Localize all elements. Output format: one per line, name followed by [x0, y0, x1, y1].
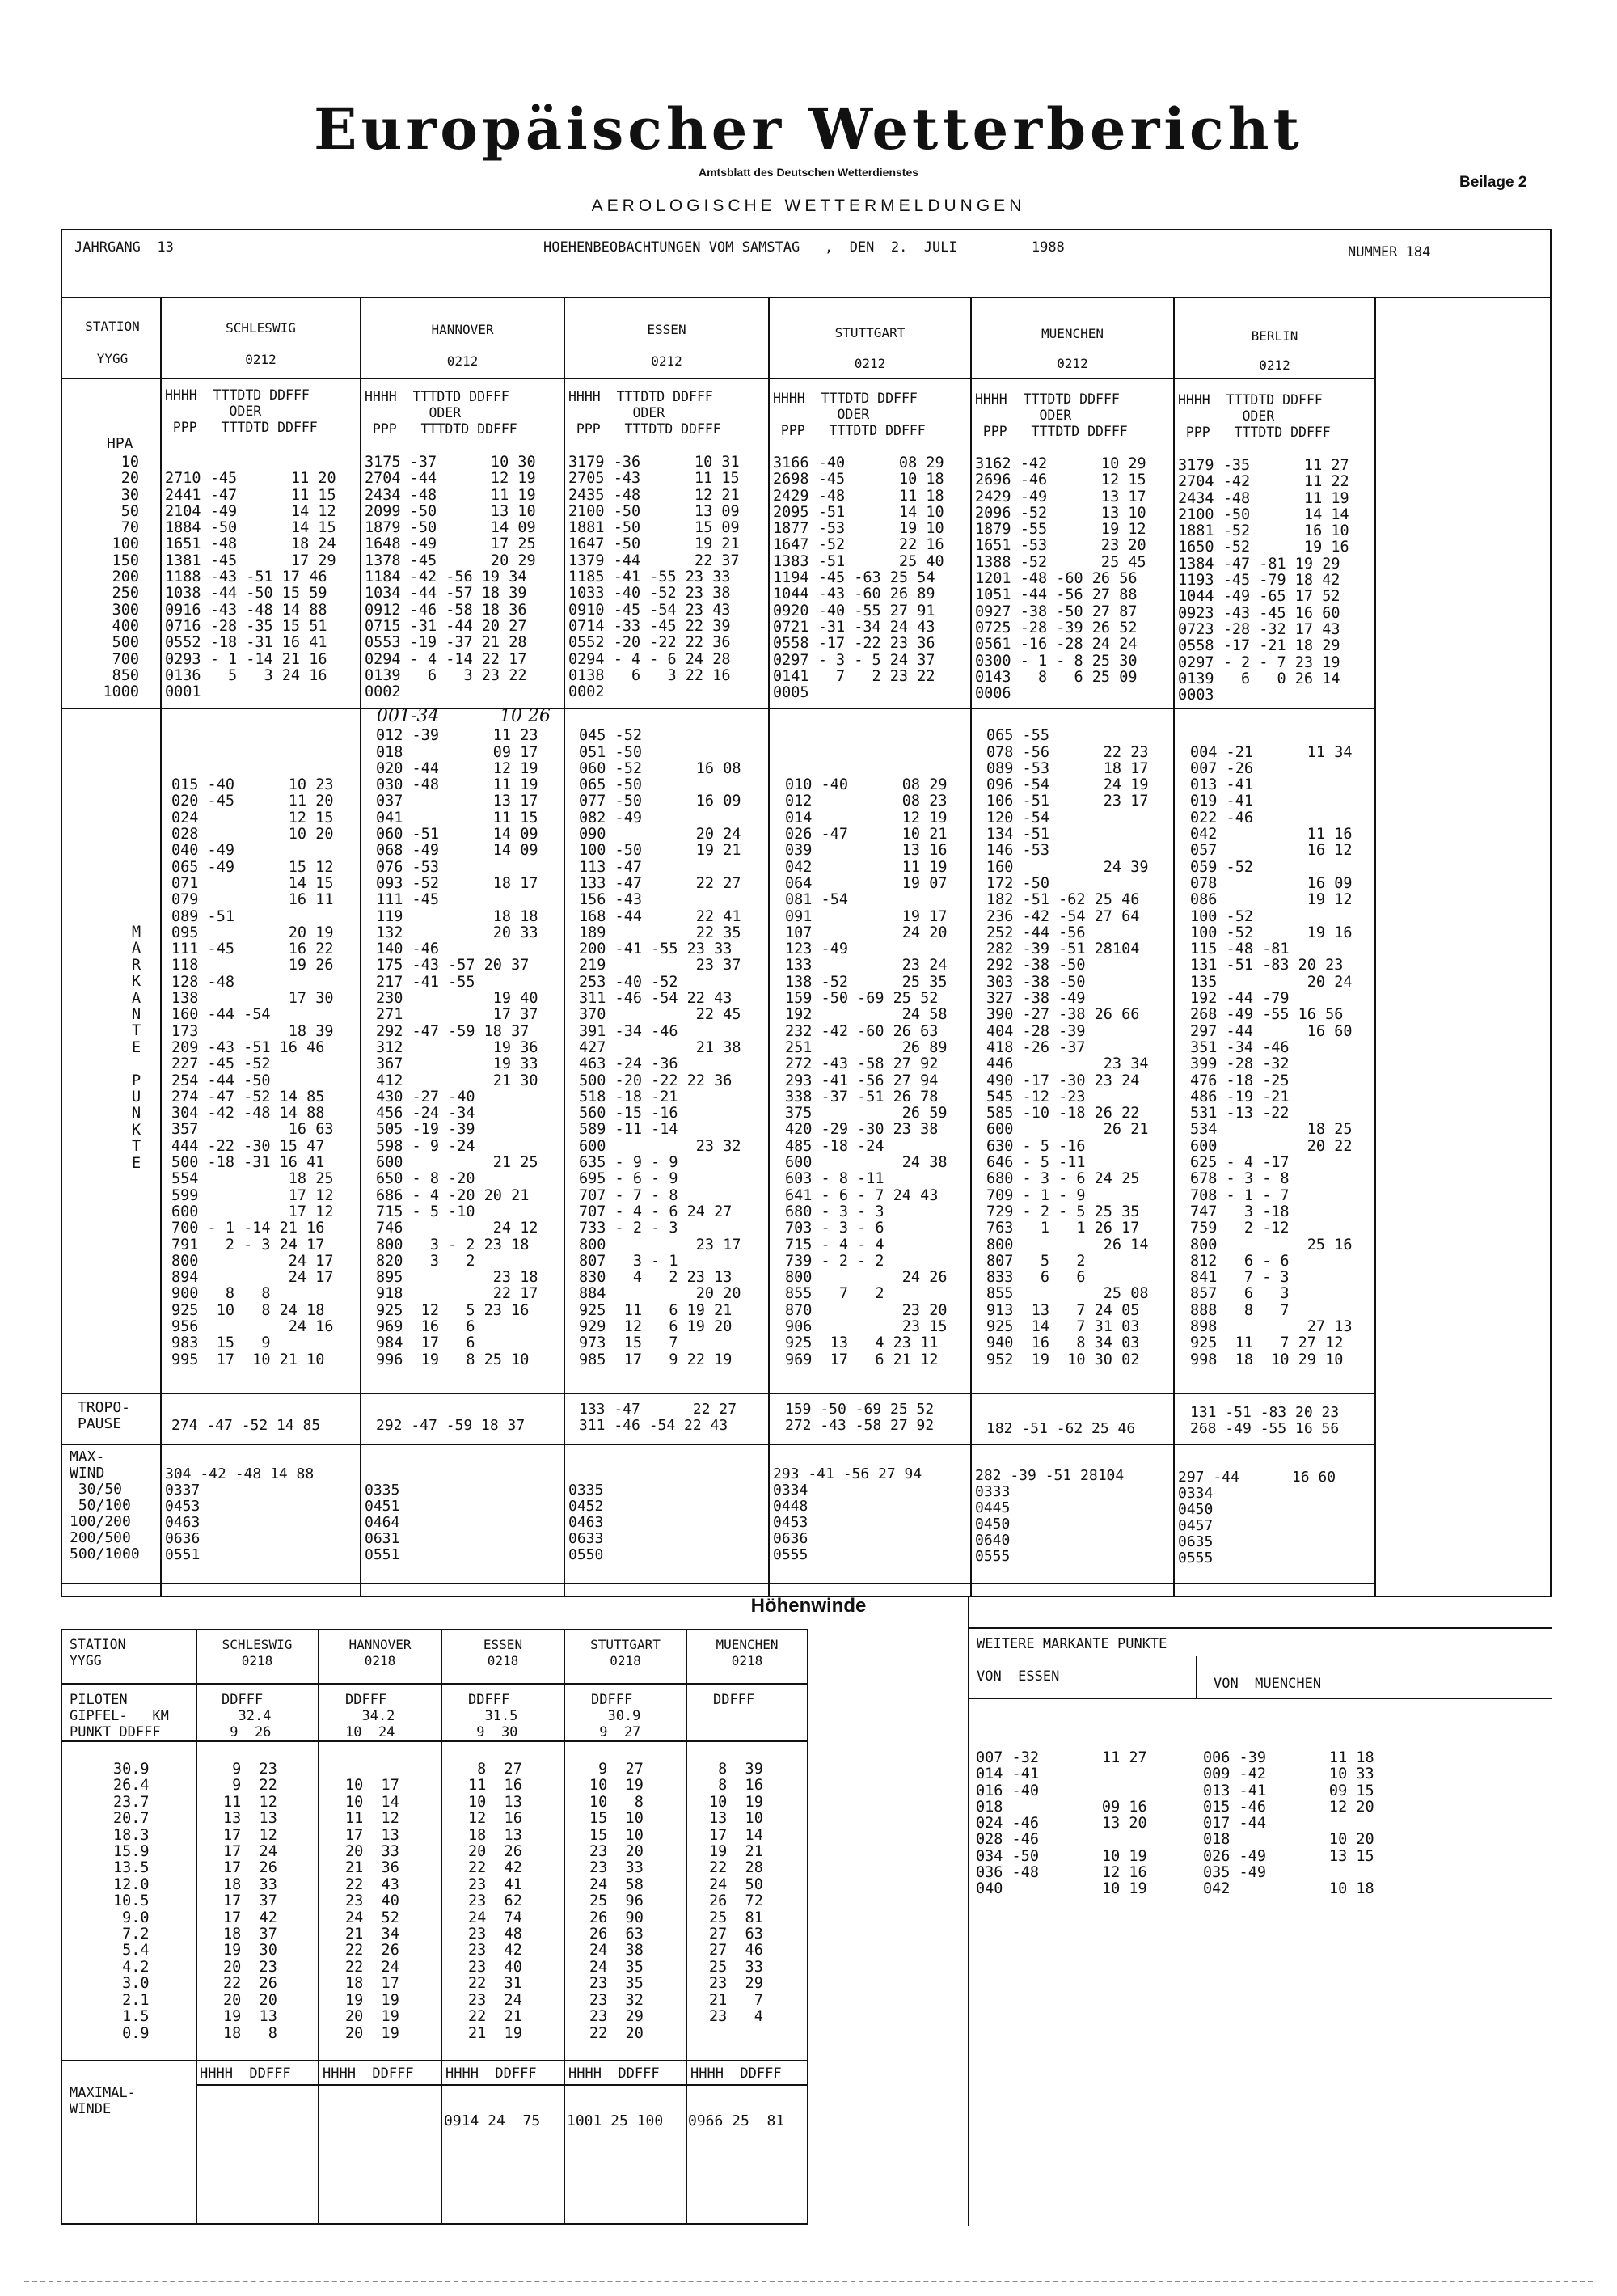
max-header: HHHH DDFFF [690, 2066, 782, 2082]
tropopause-berlin: 131 -51 -83 20 23 268 -49 -55 16 56 [1190, 1404, 1340, 1437]
tropopause-label: TROPO- PAUSE [78, 1399, 131, 1432]
col-line [160, 297, 162, 1596]
max-header: HHHH DDFFF [200, 2066, 291, 2082]
hw-col-line [686, 1629, 687, 2225]
max-header: HHHH DDFFF [323, 2066, 414, 2082]
wm-col-line [1196, 1656, 1197, 1698]
hw-frame-bottom [61, 2223, 808, 2225]
maxwind-muenchen: 282 -39 -51 28104 0333 0445 0450 0640 0555 [975, 1467, 1125, 1565]
hw-row-line [61, 1683, 808, 1685]
tropopause-hannover: 292 -47 -59 18 37 [376, 1417, 526, 1434]
row-divider [61, 708, 1374, 709]
handwritten-note: 001-34 [377, 706, 440, 726]
station-code: 0212 [1259, 357, 1290, 373]
maxwind-label: MAX- WIND 30/50 50/100 100/200 200/500 500/1000 [70, 1448, 140, 1562]
max-header: HHHH DDFFF [445, 2066, 537, 2082]
std-levels-hannover: 3175 -37 10 30 2704 -44 12 19 2434 -48 11 19 2099 -50 13 10 1879 -50 14 09 1648 -49 17 25 1378 -45 20 29 1184 -42 -56 19 34 1034 -44 -57 18 39 0912 -46 -58 18 36 0715 -31 -44 20 27 0553 -19 -37 21 28 0294 - 4 -14 22 17 0139 6 3 23 22 0002 [365, 454, 536, 701]
section-title: AEROLOGISCHE WETTERMELDUNGEN [591, 197, 1026, 215]
row-divider [61, 1444, 1374, 1445]
wm-frame-top [968, 1627, 1552, 1629]
hw-row-line [196, 2084, 808, 2086]
station-name: SCHLESWIG [226, 320, 296, 336]
tropopause-stuttgart: 159 -50 -69 25 52 272 -43 -58 27 92 [785, 1401, 935, 1434]
piloten-muenchen: DDFFF [713, 1692, 755, 1708]
hpa-label: HPA [107, 435, 133, 452]
hw-values-schleswig: 9 23 9 22 11 12 13 13 17 12 17 24 17 26 18 33 17 37 17 42 18 37 19 30 20 23 22 26 20 20 19 13 18 8 [223, 1761, 277, 2042]
piloten-hannover: DDFFF 34.2 10 24 [345, 1692, 395, 1740]
tropopause-schleswig: 274 -47 -52 14 85 [171, 1417, 321, 1434]
column-header: HHHH TTTDTD DDFFF ODER PPP TTTDTD DDFFF [1178, 392, 1331, 440]
col-line [1374, 297, 1376, 1596]
frame-right [1550, 229, 1552, 1597]
station-code: 0212 [446, 353, 479, 369]
piloten-schleswig: DDFFF 32.4 9 26 [222, 1692, 272, 1740]
hw-station-code: 0218 [610, 1653, 641, 1668]
mark-points-essen: 045 -52 051 -50 060 -52 16 08 065 -50 077 -50 16 09 082 -49 090 20 24 100 -50 19 21 113 -47 133 -47 22 27 156 -43 168 -44 22 41 189 22 35 200 -41 -55 23 33 219 23 37 253 -40 -52 311 -46 -54 22 43 370 22 45 391 -34 -46 427 21 38 463 -24 -36 500 -20 -22 22 36 518 -18 -21 560 -15 -16 589 -11 -14 600 23 32 635 - 9 - 9 695 - 6 - 9 707 - 7 - 8 707 - 4 - 6 24 27 733 - 2 - 3 800 23 17 807 3 - 1 830 4 2 23 13 884 20 20 925 11 6 19 21 929 12 6 19 20 973 15 7 985 17 9 22 19 [579, 727, 741, 1368]
handwritten-note: 10 26 [500, 706, 551, 726]
hw-frame-top [61, 1629, 808, 1630]
hw-station-name: MUENCHEN [716, 1637, 779, 1652]
column-header: HHHH TTTDTD DDFFF ODER PPP TTTDTD DDFFF [365, 389, 517, 437]
hw-station-name: STUTTGART [590, 1637, 661, 1652]
hw-col-line [196, 1629, 197, 2225]
piloten-label: PILOTEN GIPFEL- KM PUNKT DDFFF [70, 1692, 169, 1740]
pressure-levels: 10 20 30 50 70 100 150 200 250 300 400 500 700 850 1000 [103, 454, 139, 701]
mark-points-muenchen: 065 -55 078 -56 22 23 089 -53 18 17 096 -54 24 19 106 -51 23 17 120 -54 134 -51 146 -53 160 24 39 172 -50 182 -51 -62 25 46 236 -42 -54 27 64 252 -44 -56 282 -39 -51 28104 292 -38 -50 303 -38 -50 327 -38 -49 390 -27 -38 26 66 404 -28 -39 418 -26 -37 446 23 34 490 -17 -30 23 24 545 -12 -23 585 -10 -18 26 22 600 26 21 630 - 5 -16 646 - 5 -11 680 - 3 - 6 24 25 709 - 1 - 9 729 - 2 - 5 25 35 763 1 1 26 17 800 26 14 807 5 2 833 6 6 855 25 08 913 13 7 24 05 925 14 7 31 03 940 16 8 34 03 952 19 10 30 02 [986, 727, 1149, 1368]
hw-frame-left [61, 1629, 62, 2225]
maxwind-stuttgart: 293 -41 -56 27 94 0334 0448 0453 0636 0555 [773, 1465, 922, 1563]
column-header: HHHH TTTDTD DDFFF ODER PPP TTTDTD DDFFF [165, 387, 318, 435]
row-divider [61, 378, 1374, 379]
hw-station-name: HANNOVER [348, 1637, 412, 1652]
hw-values-muenchen: 8 39 8 16 10 19 13 10 17 14 19 21 22 28 24 50 26 72 25 81 27 63 27 46 25 33 23 29 21 7 23 4 [709, 1761, 763, 2026]
hw-col-line [441, 1629, 442, 2225]
tropopause-muenchen: 182 -51 -62 25 46 [986, 1420, 1136, 1437]
hw-station-code: 0218 [731, 1653, 763, 1668]
station-code: 0212 [651, 353, 682, 369]
piloten-stuttgart: DDFFF 30.9 9 27 [591, 1692, 641, 1740]
header-divider [61, 297, 1552, 298]
mark-points-hannover: 012 -39 11 23 018 09 17 020 -44 12 19 030 -48 11 19 037 13 17 041 11 15 060 -51 14 09 068 -49 14 09 076 -53 093 -52 18 17 111 -45 119 18 18 132 20 33 140 -46 175 -43 -57 20 37 217 -41 -55 230 19 40 271 17 37 292 -47 -59 18 37 312 19 36 367 19 33 412 21 30 430 -27 -40 456 -24 -34 505 -19 -39 598 - 9 -24 600 21 25 650 - 8 -20 686 - 4 -20 20 21 715 - 5 -10 746 24 12 800 3 - 2 23 18 820 3 2 895 23 18 918 22 17 925 12 5 23 16 969 16 6 984 17 6 996 19 8 25 10 [376, 727, 538, 1368]
hw-station-label: STATION YYGG [70, 1637, 126, 1668]
hw-station-name: SCHLESWIG [222, 1637, 293, 1652]
column-header: HHHH TTTDTD DDFFF ODER PPP TTTDTD DDFFF [975, 391, 1128, 439]
hw-row-line [61, 2060, 808, 2061]
hw-station-name: ESSEN [483, 1637, 523, 1652]
std-levels-essen: 3179 -36 10 31 2705 -43 11 15 2435 -48 12 21 2100 -50 13 09 1881 -50 15 09 1647 -50 19 21 1379 -44 22 37 1185 -41 -55 23 33 1033 -40 -52 23 38 0910 -45 -54 23 43 0714 -33 -45 22 39 0552 -20 -22 22 36 0294 - 4 - 6 24 28 0138 6 3 22 16 0002 [568, 454, 740, 701]
hoehenwinde-title: Höhenwinde [750, 1595, 867, 1617]
subtitle: Amtsblatt des Deutschen Wetterdienstes [698, 166, 919, 179]
weitere-essen: 007 -32 11 27 014 -41 016 -40 018 09 16 024 -46 13 20 028 -46 034 -50 10 19 036 -48 12 16 040 10 19 [976, 1749, 1147, 1898]
tropopause-essen: 133 -47 22 27 311 -46 -54 22 43 [579, 1401, 737, 1434]
mark-points-stuttgart: 010 -40 08 29 012 08 23 014 12 19 026 -47 10 21 039 13 16 042 11 19 064 19 07 081 -54 091 19 17 107 24 20 123 -49 133 23 24 138 -52 25 35 159 -50 -69 25 52 192 24 58 232 -42 -60 26 63 251 26 89 272 -43 -58 27 92 293 -41 -56 27 94 338 -37 -51 26 78 375 26 59 420 -29 -30 23 38 485 -18 -24 600 24 38 603 - 8 -11 641 - 6 - 7 24 43 680 - 3 - 3 703 - 3 - 6 715 - 4 - 4 739 - 2 - 2 800 24 26 855 7 2 870 23 20 906 23 15 925 13 4 23 11 969 17 6 21 12 [785, 776, 948, 1368]
wm-frame-left [968, 1596, 969, 2226]
std-levels-berlin: 3179 -35 11 27 2704 -42 11 22 2434 -48 11 19 2100 -50 14 14 1881 -52 16 10 1650 -52 19 16 1384 -47 -81 19 29 1193 -45 -79 18 42 1044 -49 -65 17 52 0923 -43 -45 16 60 0723 -28 -32 17 43 0558 -17 -21 18 29 0297 - 2 - 7 23 19 0139 6 0 26 14 0003 [1178, 457, 1349, 704]
weitere-muenchen: 006 -39 11 18 009 -42 10 33 013 -41 09 15 015 -46 12 20 017 -44 018 10 20 026 -49 13 15 035 -49 042 10 18 [1203, 1749, 1374, 1898]
row-divider [61, 1583, 1374, 1584]
station-name: MUENCHEN [1041, 326, 1104, 341]
weitere-title: WEITERE MARKANTE PUNKTE [977, 1636, 1167, 1652]
von-essen-label: VON ESSEN [977, 1668, 1060, 1685]
col-line [970, 297, 972, 1596]
issue-number: NUMMER 184 [1348, 244, 1431, 260]
station-label: STATION YYGG [85, 319, 140, 366]
page-edge [24, 2281, 1593, 2282]
hw-row-line [61, 1740, 808, 1742]
max-header: HHHH DDFFF [568, 2066, 660, 2082]
mark-points-berlin: 004 -21 11 34 007 -26 013 -41 019 -41 022 -46 042 11 16 057 16 12 059 -52 078 16 09 086 19 12 100 -52 100 -52 19 16 115 -48 -81 131 -51 -83 20 23 135 20 24 192 -44 -79 268 -49 -55 16 56 297 -44 16 60 351 -34 -46 399 -28 -32 476 -18 -25 486 -19 -21 531 -13 -22 534 18 25 600 20 22 625 - 4 -17 678 - 3 - 8 708 - 1 - 7 747 3 -18 759 2 -12 800 25 16 812 6 - 6 841 7 - 3 857 6 3 888 8 7 898 27 13 925 11 7 27 12 998 18 10 29 10 [1190, 743, 1353, 1368]
row-divider [61, 1393, 1374, 1394]
std-levels-stuttgart: 3166 -40 08 29 2698 -45 10 18 2429 -48 11 18 2095 -51 14 10 1877 -53 19 10 1647 -52 22 16 1383 -51 25 40 1194 -45 -63 25 54 1044 -43 -60 26 89 0920 -40 -55 27 91 0721 -31 -34 24 43 0558 -17 -22 23 36 0297 - 3 - 5 24 37 0141 7 2 23 22 0005 [773, 455, 944, 702]
col-line [1173, 297, 1175, 1596]
column-header: HHHH TTTDTD DDFFF ODER PPP TTTDTD DDFFF [568, 389, 721, 437]
col-line [564, 297, 565, 1596]
station-name: ESSEN [647, 322, 686, 337]
wm-divider [968, 1698, 1552, 1699]
beilage-label: Beilage 2 [1459, 174, 1527, 191]
station-name: HANNOVER [431, 322, 494, 337]
observation-date: HOEHENBEOBACHTUNGEN VOM SAMSTAG , DEN 2. JULI 1988 [543, 239, 1065, 256]
max-value-essen: 0914 24 75 [444, 2112, 541, 2129]
maxwind-berlin: 297 -44 16 60 0334 0450 0457 0635 0555 [1178, 1469, 1336, 1567]
hw-station-code: 0218 [241, 1653, 273, 1668]
hw-values-stuttgart: 9 27 10 19 10 8 15 10 15 10 23 20 23 33 24 58 25 96 26 90 26 63 24 38 24 35 23 35 23 32 23 29 22 20 [589, 1761, 644, 2042]
hw-station-code: 0218 [364, 1653, 396, 1668]
jahrgang: JAHRGANG 13 [74, 239, 174, 256]
std-levels-muenchen: 3162 -42 10 29 2696 -46 12 15 2429 -49 13 17 2096 -52 13 10 1879 -55 19 12 1651 -53 23 20 1388 -52 25 45 1201 -48 -60 26 56 1051 -44 -56 27 88 0927 -38 -50 27 87 0725 -28 -39 26 52 0561 -16 -28 24 24 0300 - 1 - 8 25 30 0143 8 6 25 09 0006 [975, 455, 1146, 703]
std-levels-schleswig: 2710 -45 11 20 2441 -47 11 15 2104 -49 14 12 1884 -50 14 15 1651 -48 18 24 1381 -45 17 29 1188 -43 -51 17 46 1038 -44 -50 15 59 0916 -43 -48 14 88 0716 -28 -35 15 51 0552 -18 -31 16 41 0293 - 1 -14 21 16 0136 5 3 24 16 0001 [165, 470, 336, 701]
station-code: 0212 [854, 356, 886, 371]
max-value-muenchen: 0966 25 81 [688, 2112, 785, 2129]
von-muenchen-label: VON MUENCHEN [1214, 1676, 1322, 1692]
hw-frame-right [807, 1629, 808, 2225]
hw-km-levels: 30.9 26.4 23.7 20.7 18.3 15.9 13.5 12.0 10.5 9.0 7.2 5.4 4.2 3.0 2.1 1.5 0.9 [113, 1761, 150, 2042]
maxwind-essen: 0335 0452 0463 0633 0550 [568, 1482, 604, 1563]
frame-top [61, 229, 1552, 230]
max-value-stuttgart: 1001 25 100 [567, 2112, 664, 2129]
hw-values-hannover: 10 17 10 14 11 12 17 13 20 33 21 36 22 43 23 40 24 52 21 34 22 26 22 24 18 17 19 19 20 19 20 19 [345, 1777, 399, 2042]
column-header: HHHH TTTDTD DDFFF ODER PPP TTTDTD DDFFF [773, 391, 926, 438]
station-code: 0212 [245, 352, 277, 367]
page-title: Europäischer Wetterbericht [314, 95, 1303, 163]
hw-col-line [564, 1629, 565, 2225]
mark-points-schleswig: 015 -40 10 23 020 -45 11 20 024 12 15 028 10 20 040 -49 065 -49 15 12 071 14 15 079 16 11 089 -51 095 20 19 111 -45 16 22 118 19 26 128 -48 138 17 30 160 -44 -54 173 18 39 209 -43 -51 16 46 227 -45 -52 254 -44 -50 274 -47 -52 14 85 304 -42 -48 14 88 357 16 63 444 -22 -30 15 47 500 -18 -31 16 41 554 18 25 599 17 12 600 17 12 700 - 1 -14 21 16 791 2 - 3 24 17 800 24 17 894 24 17 900 8 8 925 10 8 24 18 956 24 16 983 15 9 995 17 10 21 10 [171, 776, 334, 1368]
hw-station-code: 0218 [487, 1653, 519, 1668]
piloten-essen: DDFFF 31.5 9 30 [468, 1692, 518, 1740]
station-name: STUTTGART [834, 325, 906, 340]
maxwind-hannover: 0335 0451 0464 0631 0551 [365, 1482, 400, 1563]
col-line [768, 297, 770, 1596]
markante-punkte-label: M A R K A N T E P U N K T E [132, 924, 141, 1172]
maxwind-schleswig: 304 -42 -48 14 88 0337 0453 0463 0636 0551 [165, 1465, 315, 1563]
col-line [360, 297, 361, 1596]
station-code: 0212 [1057, 356, 1088, 371]
station-name: BERLIN [1251, 328, 1298, 344]
hw-col-line [318, 1629, 319, 2225]
hw-values-essen: 8 27 11 16 10 13 12 16 18 13 20 26 22 42 23 41 23 62 24 74 23 48 23 42 23 40 22 31 23 24 22 21 21 19 [468, 1761, 522, 2042]
maximal-winde-label: MAXIMAL- WINDE [70, 2085, 136, 2117]
